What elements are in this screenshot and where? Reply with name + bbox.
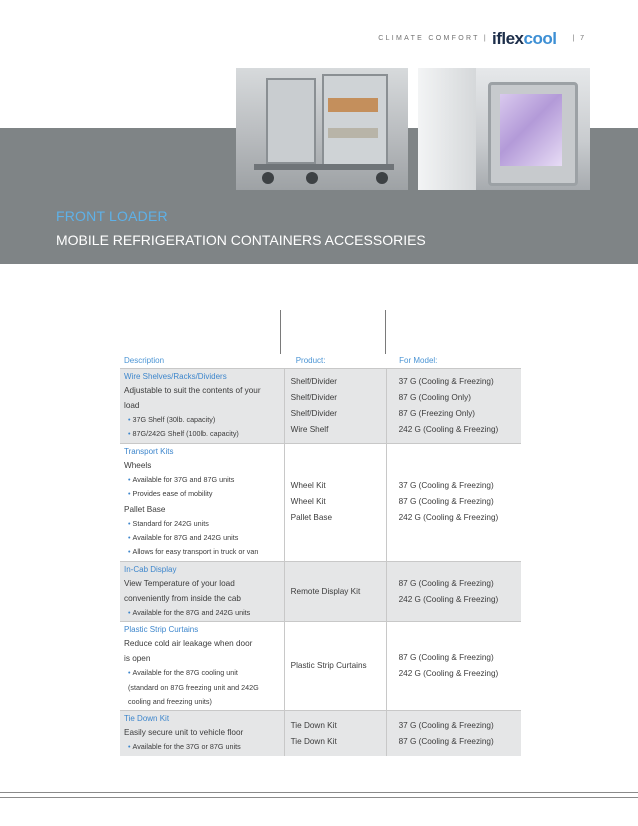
bullet-item: • Available for the 87G cooling unit xyxy=(128,668,238,678)
photo-container-window xyxy=(500,94,562,166)
row-title: Plastic Strip Curtains xyxy=(124,625,199,635)
product-name: Pallet Base xyxy=(290,513,333,523)
product-name: Plastic Strip Curtains xyxy=(290,661,367,671)
bullet-item: • 87G/242G Shelf (100lb. capacity) xyxy=(128,429,239,439)
table-row xyxy=(120,443,521,561)
photo-shelf xyxy=(328,98,378,112)
section-title: FRONT LOADER xyxy=(56,208,168,224)
model-name: 37 G (Cooling & Freezing) xyxy=(398,720,494,730)
table-row xyxy=(120,561,521,621)
product-name: Shelf/Divider xyxy=(290,392,338,402)
product-photo-racks xyxy=(236,68,408,190)
tagline: CLIMATE COMFORT | xyxy=(378,35,488,42)
bullet-icon: • xyxy=(128,415,131,424)
photo-wheel xyxy=(262,172,274,184)
description-cell xyxy=(120,711,285,755)
model-name: 87 G (Cooling & Freezing) xyxy=(398,578,494,588)
photo-van-interior xyxy=(418,68,476,190)
bullet-item: • Allows for easy transport in truck or van xyxy=(128,547,259,557)
row-title: In-Cab Display xyxy=(124,564,177,574)
brand-logo[interactable] xyxy=(492,29,556,49)
bullet-icon: • xyxy=(128,429,131,439)
row-title: Tie Down Kit xyxy=(124,714,170,724)
model-name: 37 G (Cooling & Freezing) xyxy=(398,376,494,386)
product-name: Shelf/Divider xyxy=(290,408,338,418)
description-cell xyxy=(120,369,285,443)
bullet-icon: • xyxy=(128,668,131,678)
model-cell xyxy=(387,562,521,621)
description-cell xyxy=(120,562,285,621)
footer-rule xyxy=(0,797,638,798)
bullet-item: • Available for the 37G or 87G units xyxy=(128,742,241,752)
description-line: View Temperature of your load xyxy=(124,578,235,588)
bullet-icon: • xyxy=(128,547,131,557)
photo-shelf-lower xyxy=(328,128,378,138)
product-name: Remote Display Kit xyxy=(290,586,361,596)
description-line: Adjustable to suit the contents of your xyxy=(124,386,261,395)
model-cell xyxy=(387,369,521,443)
header-product: Product: xyxy=(295,355,326,365)
bullet-icon: • xyxy=(128,518,131,528)
header-model: For Model: xyxy=(399,355,438,365)
model-name: 87 G (Cooling Only) xyxy=(398,392,471,402)
bullet-continuation: (standard on 87G freezing unit and 242G xyxy=(128,682,259,692)
model-cell xyxy=(387,711,521,755)
product-cell xyxy=(285,562,387,621)
model-name: 37 G (Cooling & Freezing) xyxy=(398,481,494,491)
bullet-item: • Available for 37G and 87G units xyxy=(128,474,235,484)
description-line: Reduce cold air leakage when door xyxy=(124,639,253,649)
bullet-icon: • xyxy=(128,742,131,752)
photo-wheel xyxy=(376,172,388,184)
photo-rack-left xyxy=(266,78,316,164)
model-name: 242 G (Cooling & Freezing) xyxy=(398,669,499,679)
product-name: Wheel Kit xyxy=(290,481,326,491)
row-title: Transport Kits xyxy=(124,446,174,456)
model-name: 87 G (Cooling & Freezing) xyxy=(398,653,494,663)
model-cell xyxy=(387,444,521,561)
product-name: Wire Shelf xyxy=(290,424,329,434)
product-photo-van xyxy=(418,68,590,190)
photo-wheel xyxy=(306,172,318,184)
bullet-item: • Standard for 242G units xyxy=(128,518,209,528)
table-row xyxy=(120,368,521,443)
footer-rule xyxy=(0,792,638,793)
photo-rack-right xyxy=(322,74,388,166)
model-name: 87 G (Cooling & Freezing) xyxy=(398,497,494,507)
description-cell xyxy=(120,622,285,710)
column-divider xyxy=(385,310,386,354)
logo-accent-text: cool xyxy=(523,29,557,48)
bullet-icon: • xyxy=(128,489,131,499)
column-divider xyxy=(280,310,281,354)
header-description: Description xyxy=(124,355,165,365)
bullet-item: • Available for 87G and 242G units xyxy=(128,533,239,543)
product-cell xyxy=(285,369,387,443)
description-cell xyxy=(120,444,285,561)
model-name: 242 G (Cooling & Freezing) xyxy=(398,594,499,604)
section-subtitle: MOBILE REFRIGERATION CONTAINERS ACCESSORIES xyxy=(56,232,426,248)
model-name: 242 G (Cooling & Freezing) xyxy=(398,424,499,434)
photo-base xyxy=(254,164,394,170)
page-number: | 7 xyxy=(572,35,586,42)
product-name: Tie Down Kit xyxy=(290,736,337,746)
model-name: 242 G (Cooling & Freezing) xyxy=(398,513,499,523)
description-line: load xyxy=(124,401,140,410)
product-name: Shelf/Divider xyxy=(290,376,338,386)
description-line: Pallet Base xyxy=(124,504,166,514)
model-cell xyxy=(387,622,521,710)
bullet-icon: • xyxy=(128,533,131,543)
product-name: Wheel Kit xyxy=(290,497,326,507)
description-line: is open xyxy=(124,654,151,664)
table-row xyxy=(120,710,521,755)
description-line: Easily secure unit to vehicle floor xyxy=(124,728,244,738)
model-name: 87 G (Cooling & Freezing) xyxy=(398,736,494,746)
bullet-item: • Available for the 87G and 242G units xyxy=(128,607,251,617)
table-row xyxy=(120,621,521,710)
product-cell xyxy=(285,444,387,561)
page-header xyxy=(0,28,638,50)
bullet-icon: • xyxy=(128,607,131,617)
model-name: 87 G (Freezing Only) xyxy=(398,408,476,418)
description-line: Wheels xyxy=(124,460,152,470)
logo-main-text: iflex xyxy=(492,29,524,48)
description-line: conveniently from inside the cab xyxy=(124,593,241,603)
bullet-icon: • xyxy=(128,474,131,484)
bullet-item: • Provides ease of mobility xyxy=(128,489,213,499)
accessories-table xyxy=(120,352,521,756)
product-name: Tie Down Kit xyxy=(290,720,337,730)
product-cell xyxy=(285,622,387,710)
bullet-continuation: cooling and freezing units) xyxy=(128,697,212,707)
product-cell xyxy=(285,711,387,755)
row-title: Wire Shelves/Racks/Dividers xyxy=(124,372,227,381)
table-header xyxy=(120,352,521,368)
bullet-item: • 37G Shelf (30lb. capacity) xyxy=(128,415,216,424)
